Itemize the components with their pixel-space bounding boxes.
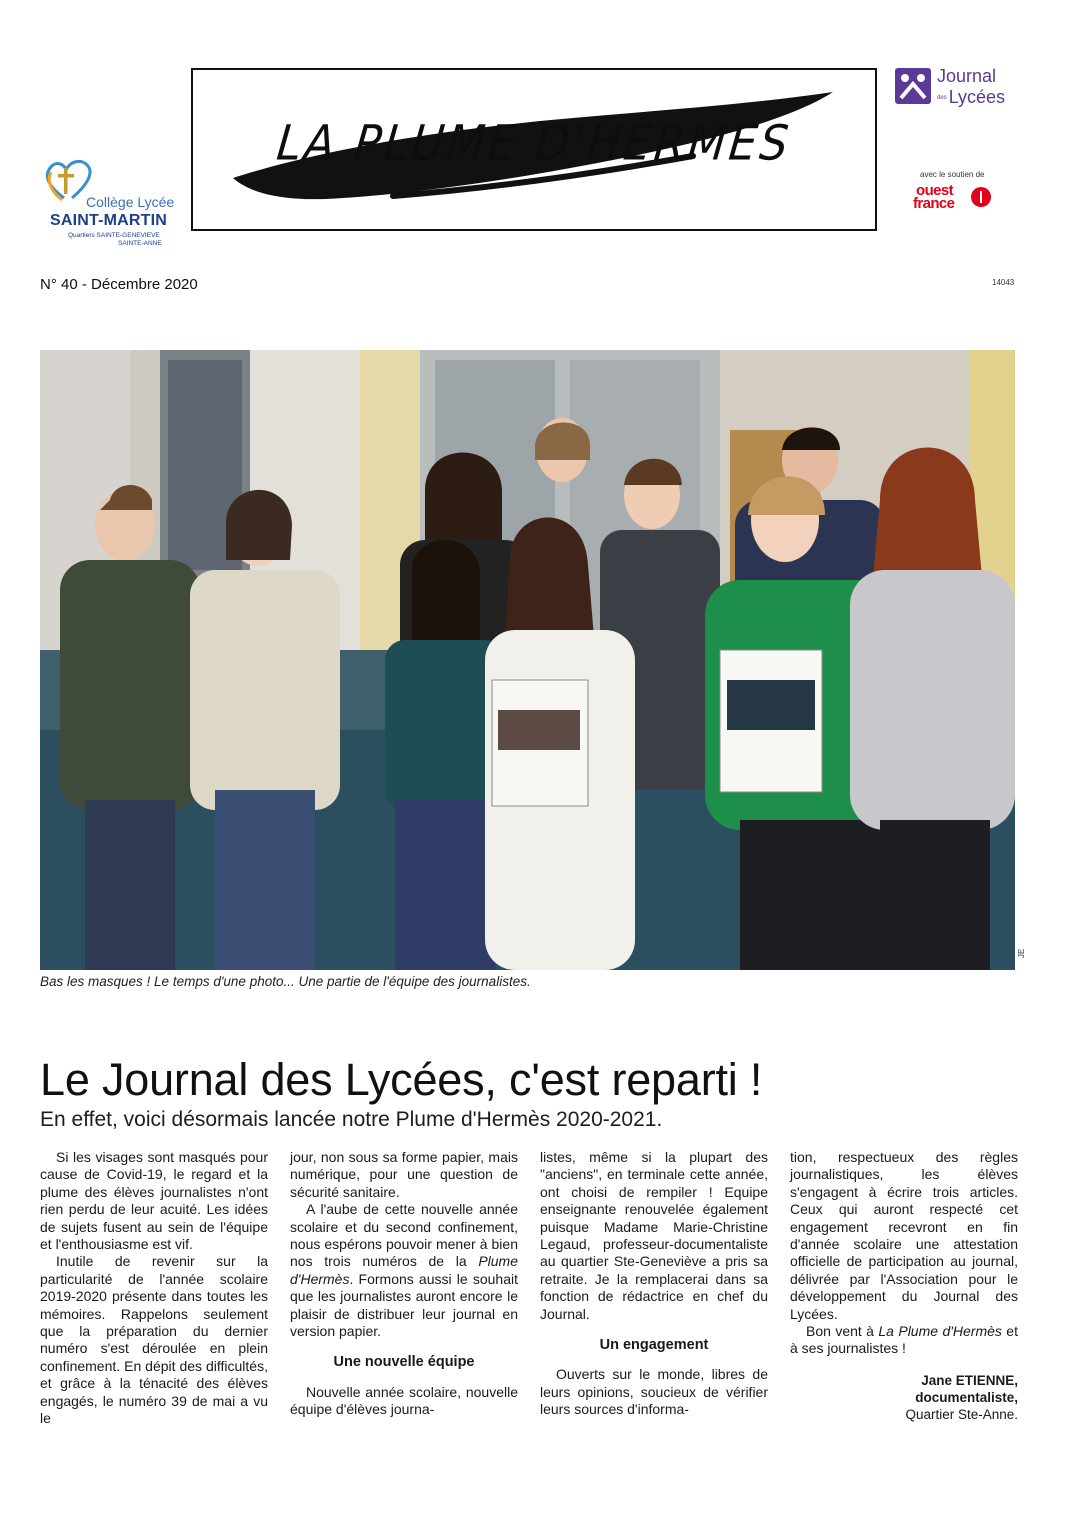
ouest-france-line2: france — [913, 195, 955, 212]
journal-lycees-line1: Journal — [937, 66, 997, 86]
paragraph-text: Bon vent à — [806, 1323, 879, 1340]
paragraph-text: A l'aube de cette nouvelle année scolaire et du second confinement, nous espérons pouvoir mener à bien nos trois numéros de la — [290, 1201, 518, 1270]
journal-lycees-logo-icon — [895, 68, 931, 104]
article-paragraph: Nouvelle année scolaire, nouvelle équipe d'élèves journa- — [290, 1383, 518, 1418]
article-headline: Le Journal des Lycées, c'est reparti ! — [40, 1054, 763, 1105]
article-paragraph — [790, 1323, 1018, 1358]
photo-credit: JE — [1017, 948, 1026, 958]
school-quarters-line2: SAINTE-ANNE — [118, 240, 162, 247]
group-photo-illustration — [40, 350, 1015, 970]
school-logo — [38, 158, 198, 258]
journal-lycees-word: Lycées — [948, 87, 1006, 107]
section-heading-new-team: Une nouvelle équipe — [333, 1354, 475, 1371]
journal-lycees-logo — [895, 66, 1025, 112]
article-paragraph: Inutile de revenir sur la particularité de l'année scolaire 2019-2020 présente dans toutes les mémoires. Rappelons seulement que la préparation du dernier numéro s'est déroulée en plein confinement. En dépit des difficultés, et grâce à la ténacité des élèves engagés, le numéro 39 de mai a vu le — [40, 1253, 268, 1427]
school-quarters-line1: Quartiers SAINTE-GENEVIEVE — [68, 232, 160, 239]
author-name: Jane ETIENNE, — [921, 1372, 1018, 1388]
newspaper-name-italic: Plume d'Hermès — [290, 1253, 518, 1287]
school-name-line2: SAINT-MARTIN — [50, 212, 168, 229]
issue-code: 14043 — [992, 278, 1015, 287]
author-signature — [790, 1372, 1018, 1423]
article-paragraph: jour, non sous sa forme papier, mais numérique, pour une question de sécurité sanitaire. — [290, 1149, 518, 1200]
journal-lycees-small: des — [937, 95, 947, 102]
article-column-2 — [290, 1149, 518, 1419]
ouest-france-line1: ouest — [916, 182, 954, 199]
journal-lycees-line2 — [937, 87, 1005, 108]
masthead — [191, 68, 877, 231]
article-paragraph: tion, respectueux des règles journalistiques, les élèves s'engagent à écrire trois articles. Ceux qui auront respecté cet engagement recevront en fin d'année scolaire une attestation officielle de participation au journal, délivrée par l'Association pour le développement du Journal des Lycées. — [790, 1149, 1018, 1322]
newspaper-name-italic: La Plume d'Hermès — [878, 1323, 1002, 1340]
group-photo — [40, 350, 1015, 970]
article-paragraph: Si les visages sont masqués pour cause de Covid-19, le regard et la plume des élèves journalistes n'ont rien perdu de leur acuité. Les idées de sujets fusent au sein de l'équipe et l'enthousiasme est vif. — [40, 1149, 268, 1253]
masthead-title: LA PLUME D'HERMES — [274, 115, 794, 172]
photo-caption: Bas les masques ! Le temps d'une photo... Une partie de l'équipe des journalistes. — [40, 974, 531, 989]
support-text: avec le soutien de — [920, 170, 985, 179]
article-column-4 — [790, 1149, 1018, 1423]
article-paragraph — [290, 1201, 518, 1340]
ouest-france-logo — [913, 183, 995, 215]
paragraph-text: et à ses journalistes ! — [790, 1323, 1018, 1357]
school-name-line1: Collège Lycée — [86, 194, 175, 210]
article-paragraph: Ouverts sur le monde, libres de leurs opinions, soucieux de vérifier leurs sources d'informa- — [540, 1366, 768, 1418]
article-subheadline: En effet, voici désormais lancée notre Plume d'Hermès 2020-2021. — [40, 1108, 663, 1131]
article-column-3 — [540, 1149, 768, 1419]
article-paragraph: listes, même si la plupart des "anciens", en terminale cette année, ont choisi de rempiler ! Equipe enseignante renouvelée également puisque Madame Marie-Christine Legaud, professeur-documentaliste au quartier Ste-Geneviève a pris sa retraite. Je la remplacerai dans sa fonction de rédactrice en chef du Journal. — [540, 1149, 768, 1322]
author-role: documentaliste, — [915, 1389, 1018, 1405]
issue-number-date: N° 40 - Décembre 2020 — [40, 276, 198, 293]
author-place: Quartier Ste-Anne. — [905, 1406, 1018, 1422]
ouest-france-circle-icon — [971, 187, 991, 207]
section-heading-commitment: Un engagement — [599, 1337, 709, 1354]
article-column-1 — [40, 1149, 268, 1428]
paragraph-text: . Formons aussi le souhait que les journalistes auront encore le plaisir de distribuer leur journal en version papier. — [290, 1270, 518, 1340]
